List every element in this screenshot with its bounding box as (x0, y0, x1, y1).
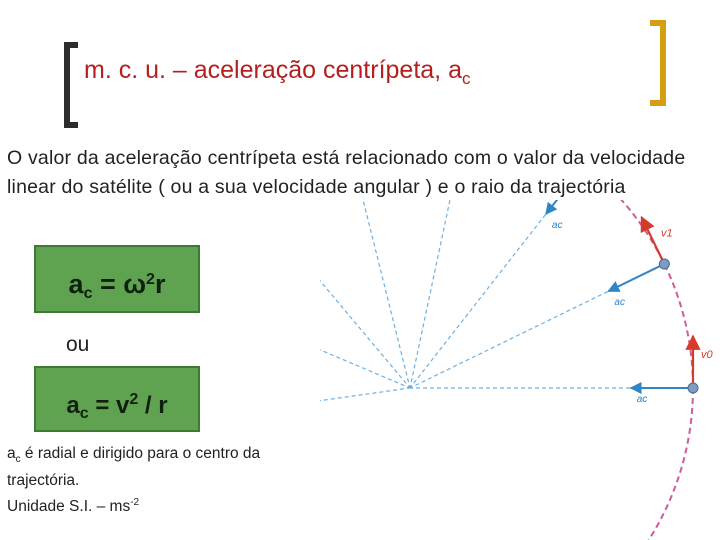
velocity-arrow (642, 217, 665, 264)
si-unit-line (7, 497, 139, 516)
formula2-rhs: / r (138, 392, 168, 419)
or-text: ou (66, 333, 90, 356)
formula2-mid: = v (88, 392, 130, 419)
acceleration-arrow (608, 264, 664, 291)
formula-omega-box (34, 245, 200, 313)
radius-line (320, 388, 410, 427)
circular-motion-diagram (320, 200, 720, 540)
acceleration-label: ac (636, 394, 648, 405)
formula2-sub: c (79, 405, 89, 422)
note-text: é radial e dirigido para o centro da trajectória. (7, 445, 261, 490)
satellite-point (659, 259, 669, 269)
acceleration-label: ac (551, 220, 563, 232)
radial-note (7, 443, 307, 491)
formula2-lhs: a (66, 392, 80, 419)
radius-line (410, 200, 469, 388)
note-symbol: a (7, 445, 16, 462)
left-bracket-decoration (64, 42, 78, 128)
radius-line (342, 200, 410, 388)
formula1-rhs: r (154, 269, 166, 299)
title-text: m. c. u. – aceleração centrípeta, a (84, 56, 462, 84)
formula1-mid: = ω (92, 269, 147, 299)
formula1-sub: c (83, 285, 93, 302)
intro-paragraph: O valor da aceleração centrípeta está relacionado com o valor da velocidade linear do satélite ( ou a sua velocidade angular ) e o raio da trajectória (7, 147, 686, 198)
unit-text: Unidade S.I. – ms (7, 498, 131, 516)
radius-line (320, 200, 410, 388)
formula1-sup: 2 (146, 271, 155, 288)
title-subscript: c (461, 69, 471, 88)
formula-velocity-box (34, 366, 200, 432)
formula1-lhs: a (68, 269, 84, 299)
acceleration-arrow (546, 200, 584, 214)
right-bracket-decoration (650, 20, 666, 106)
velocity-label: v0 (701, 349, 713, 361)
slide-title (84, 56, 470, 89)
velocity-label: v1 (660, 227, 673, 240)
acceleration-label: ac (614, 297, 625, 309)
formula2-sup: 2 (129, 391, 139, 408)
note-subscript: c (15, 454, 21, 466)
satellite-point (688, 383, 698, 393)
unit-superscript: -2 (130, 497, 140, 508)
